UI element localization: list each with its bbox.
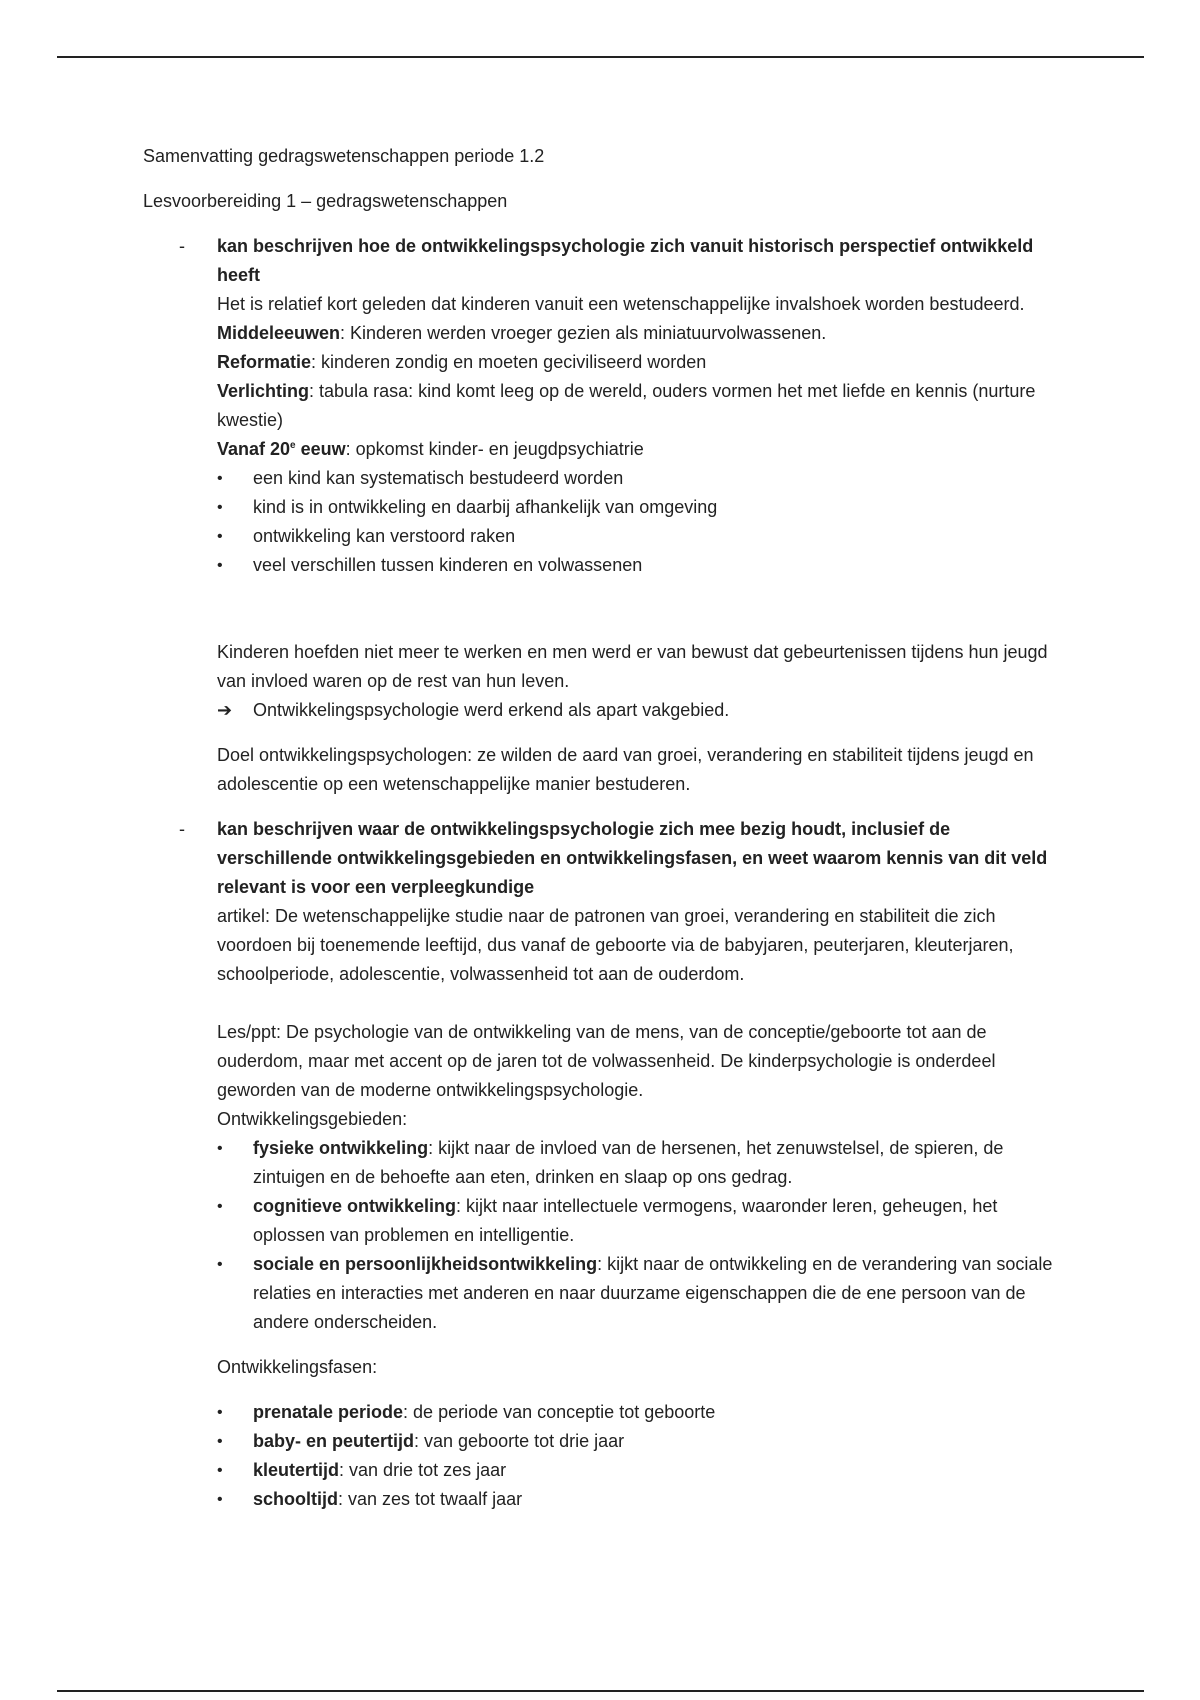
- list-item-text: kind is in ontwikkeling en daarbij afhankelijk van omgeving: [253, 497, 718, 517]
- period-text: : opkomst kinder- en jeugdpsychiatrie: [345, 439, 644, 459]
- list-item: [217, 1427, 1063, 1456]
- list-item: [217, 493, 1063, 522]
- period-middeleeuwen: [217, 319, 1063, 348]
- item-text: : kijkt naar intellectuele vermogens, waaronder leren, geheugen, het oplossen van problemen en intelligentie.: [253, 1196, 998, 1245]
- item-text: : kijkt naar de invloed van de hersenen, het zenuwstelsel, de spieren, de zintuigen en de behoefte aan eten, drinken en slaap op ons gedrag.: [253, 1138, 1004, 1187]
- list-item: [217, 464, 1063, 493]
- dash-marker: -: [179, 236, 185, 256]
- list-item-text: een kind kan systematisch bestudeerd worden: [253, 468, 624, 488]
- paragraph-doel: Doel ontwikkelingspsychologen: ze wilden de aard van groei, verandering en stabiliteit tijdens jeugd en adolescentie op een wetenschappelijke manier bestuderen.: [217, 745, 1034, 794]
- bullet-icon: •: [217, 1491, 223, 1508]
- period-term: Verlichting: [217, 381, 310, 401]
- arrow-text: Ontwikkelingspsychologie werd erkend als apart vakgebied.: [253, 700, 730, 720]
- page-top-rule: [57, 56, 1144, 58]
- period-term: Middeleeuwen: [217, 323, 341, 343]
- list-item-text: veel verschillen tussen kinderen en volwassenen: [253, 555, 643, 575]
- period-20e-eeuw: [217, 435, 1063, 464]
- term-superscript: e: [290, 440, 296, 451]
- bullet-icon: •: [217, 528, 223, 545]
- section-heading: kan beschrijven waar de ontwikkelingspsychologie zich mee bezig houdt, inclusief de verschillende ontwikkelingsgebieden en ontwikkelingsfasen, en weet waarom kennis van dit veld relevant is voor een verpleegkundige: [217, 819, 1048, 897]
- paragraph-les: Les/ppt: De psychologie van de ontwikkeling van de mens, van de conceptie/geboorte tot aan de ouderdom, maar met accent op de jaren tot de volwassenheid. De kinderpsychologie is onderdeel geworden van de moderne ontwikkelingspsychologie.: [217, 1022, 996, 1100]
- item-term: cognitieve ontwikkeling: [253, 1196, 457, 1216]
- item-term: kleutertijd: [253, 1460, 340, 1480]
- period-text: : kinderen zondig en moeten geciviliseerd worden: [311, 352, 707, 372]
- item-text: : van zes tot twaalf jaar: [338, 1489, 523, 1509]
- document-title: Samenvatting gedragswetenschappen periode 1.2: [143, 146, 545, 166]
- document-body: [143, 142, 1063, 1514]
- bullet-icon: •: [217, 470, 223, 487]
- period-verlichting: [217, 377, 1063, 435]
- list-item: [217, 1398, 1063, 1427]
- period-text: : tabula rasa: kind komt leeg op de wereld, ouders vormen het met liefde en kennis (nurture kwestie): [217, 381, 1036, 430]
- period-term: Reformatie: [217, 352, 312, 372]
- fasen-list: [217, 1398, 1063, 1514]
- item-term: sociale en persoonlijkheidsontwikkeling: [253, 1254, 598, 1274]
- gebieden-list: [217, 1134, 1063, 1337]
- list-item: [217, 1485, 1063, 1514]
- history-bullet-list: [217, 464, 1063, 580]
- bullet-icon: •: [217, 1433, 223, 1450]
- period-reformatie: [217, 348, 1063, 377]
- section-scope: [143, 815, 1063, 1514]
- bullet-icon: •: [217, 1462, 223, 1479]
- gebieden-label: Ontwikkelingsgebieden:: [217, 1109, 408, 1129]
- section-history: [143, 232, 1063, 799]
- spacer: [217, 989, 1063, 1018]
- bullet-icon: •: [217, 1256, 223, 1273]
- term-prefix: Vanaf 20: [217, 439, 291, 459]
- bullet-icon: •: [217, 557, 223, 574]
- list-item: [217, 1250, 1063, 1337]
- item-term: prenatale periode: [253, 1402, 404, 1422]
- list-item: [217, 1456, 1063, 1485]
- arrow-right-icon: ➔: [217, 700, 233, 720]
- arrow-line: [217, 696, 1063, 725]
- spacer: [217, 1382, 1063, 1398]
- spacer: [217, 580, 1063, 638]
- bullet-icon: •: [217, 499, 223, 516]
- list-item: [217, 522, 1063, 551]
- bullet-icon: •: [217, 1198, 223, 1215]
- item-term: schooltijd: [253, 1489, 338, 1509]
- dash-marker: -: [179, 819, 185, 839]
- bullet-icon: •: [217, 1140, 223, 1157]
- spacer: [143, 799, 1063, 815]
- term-suffix: eeuw: [295, 439, 346, 459]
- period-term: [217, 439, 346, 459]
- list-item: [217, 1134, 1063, 1192]
- item-text: : van geboorte tot drie jaar: [414, 1431, 625, 1451]
- page-bottom-rule: [57, 1690, 1144, 1692]
- spacer: [217, 725, 1063, 741]
- list-item: [217, 551, 1063, 580]
- list-item: [217, 1192, 1063, 1250]
- intro-paragraph: Het is relatief kort geleden dat kinderen vanuit een wetenschappelijke invalshoek worden bestudeerd.: [217, 294, 1025, 314]
- list-item-text: ontwikkeling kan verstoord raken: [253, 526, 516, 546]
- item-text: : de periode van conceptie tot geboorte: [403, 1402, 716, 1422]
- fasen-label: Ontwikkelingsfasen:: [217, 1357, 378, 1377]
- document-subtitle: Lesvoorbereiding 1 – gedragswetenschappen: [143, 191, 508, 211]
- spacer: [217, 1337, 1063, 1353]
- item-term: baby- en peutertijd: [253, 1431, 415, 1451]
- period-text: : Kinderen werden vroeger gezien als miniatuurvolwassenen.: [340, 323, 827, 343]
- section-heading: kan beschrijven hoe de ontwikkelingspsychologie zich vanuit historisch perspectief ontwikkeld heeft: [217, 236, 1034, 285]
- bullet-icon: •: [217, 1404, 223, 1421]
- item-text: : van drie tot zes jaar: [339, 1460, 507, 1480]
- paragraph-artikel: artikel: De wetenschappelijke studie naar de patronen van groei, verandering en stabiliteit die zich voordoen bij toenemende leeftijd, dus vanaf de geboorte via de babyjaren, peuterjaren, kleuterjaren, schoolperiode, adolescentie, volwassenheid tot aan de ouderdom.: [217, 906, 1014, 984]
- item-term: fysieke ontwikkeling: [253, 1138, 429, 1158]
- paragraph-kinderen: Kinderen hoefden niet meer te werken en men werd er van bewust dat gebeurtenissen tijdens hun jeugd van invloed waren op de rest van hun leven.: [217, 642, 1048, 691]
- item-text: : kijkt naar de ontwikkeling en de verandering van sociale relaties en interacties met anderen en naar duurzame eigenschappen die de ene persoon van de andere onderscheiden.: [253, 1254, 1053, 1332]
